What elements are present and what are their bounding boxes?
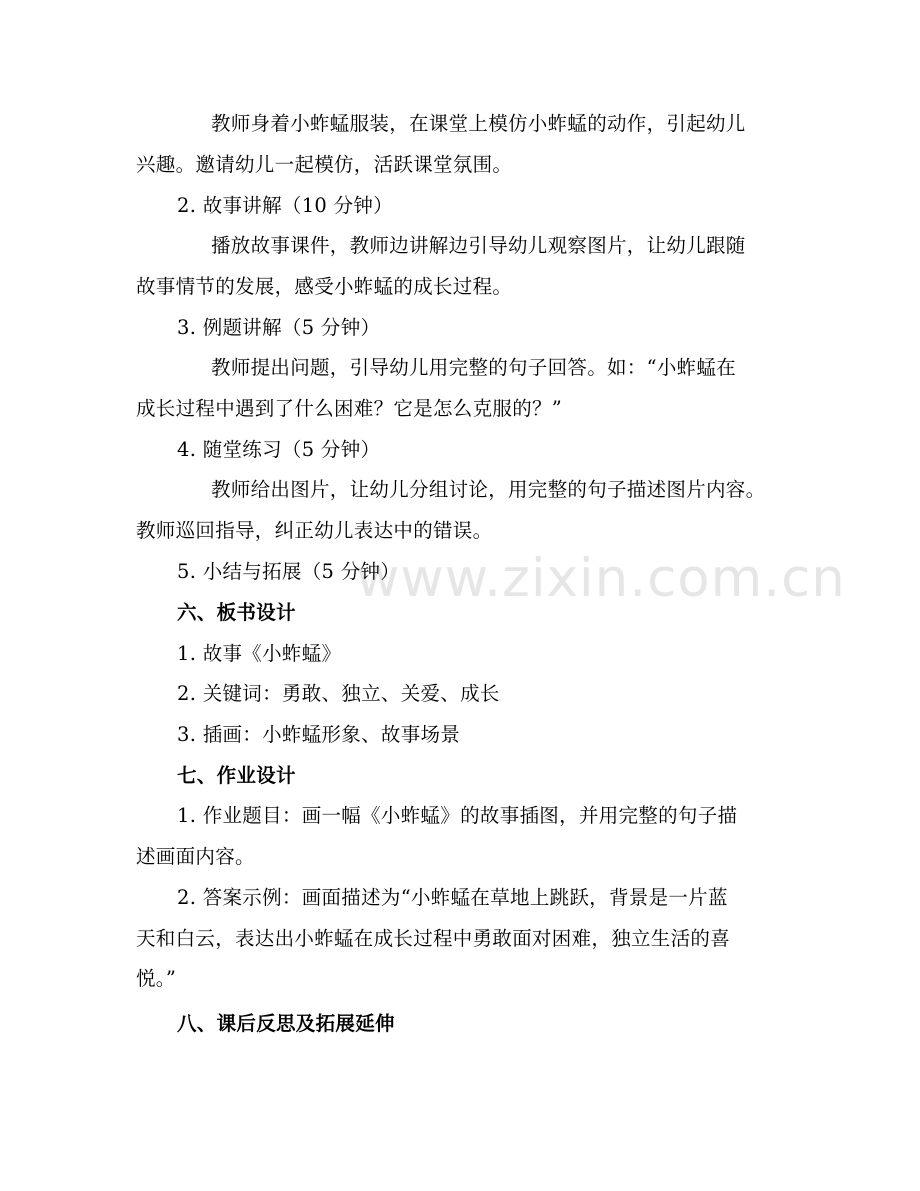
section-heading: 七、作业设计 — [177, 764, 296, 787]
paragraph-line: 述画面内容。 — [136, 845, 255, 868]
list-item: 1. 故事《小蚱蜢》 — [177, 642, 342, 665]
list-item-title: 4. 随堂练习（5 分钟） — [177, 438, 381, 461]
list-item: 2. 答案示例：画面描述为“小蚱蜢在草地上跳跃，背景是一片蓝 — [177, 886, 728, 909]
list-item: 2. 关键词：勇敢、独立、关爱、成长 — [177, 682, 500, 705]
paragraph-line: 教师巡回指导，纠正幼儿表达中的错误。 — [136, 519, 493, 542]
paragraph-line: 兴趣。邀请幼儿一起模仿，活跃课堂氛围。 — [136, 153, 513, 176]
list-item-title: 3. 例题讲解（5 分钟） — [177, 316, 381, 339]
paragraph-line: 故事情节的发展，感受小蚱蜢的成长过程。 — [136, 275, 513, 298]
paragraph-line: 成长过程中遇到了什么困难？它是怎么克服的？” — [136, 397, 563, 420]
paragraph-line: 教师提出问题，引导幼儿用完整的句子回答。如：“小蚱蜢在 — [211, 356, 737, 379]
paragraph-line: 悦。” — [136, 967, 177, 990]
section-heading: 六、板书设计 — [177, 601, 296, 624]
paragraph-line: 教师给出图片，让幼儿分组讨论，用完整的句子描述图片内容。 — [211, 478, 766, 501]
paragraph-line: 播放故事课件，教师边讲解边引导幼儿观察图片，让幼儿跟随 — [211, 234, 746, 257]
list-item-title: 2. 故事讲解（10 分钟） — [177, 194, 394, 217]
list-item-title: 5. 小结与拓展（5 分钟） — [177, 560, 401, 583]
watermark: www.zixin.com.cn — [356, 548, 846, 609]
paragraph-line: 天和白云，表达出小蚱蜢在成长过程中勇敢面对困难，独立生活的喜 — [136, 927, 731, 950]
list-item: 3. 插画：小蚱蜢形象、故事场景 — [177, 723, 461, 746]
paragraph-line: 教师身着小蚱蜢服装，在课堂上模仿小蚱蜢的动作，引起幼儿 — [211, 112, 746, 135]
list-item: 1. 作业题目：画一幅《小蚱蜢》的故事插图，并用完整的句子描 — [177, 804, 738, 827]
section-heading: 八、课后反思及拓展延伸 — [177, 1012, 395, 1035]
